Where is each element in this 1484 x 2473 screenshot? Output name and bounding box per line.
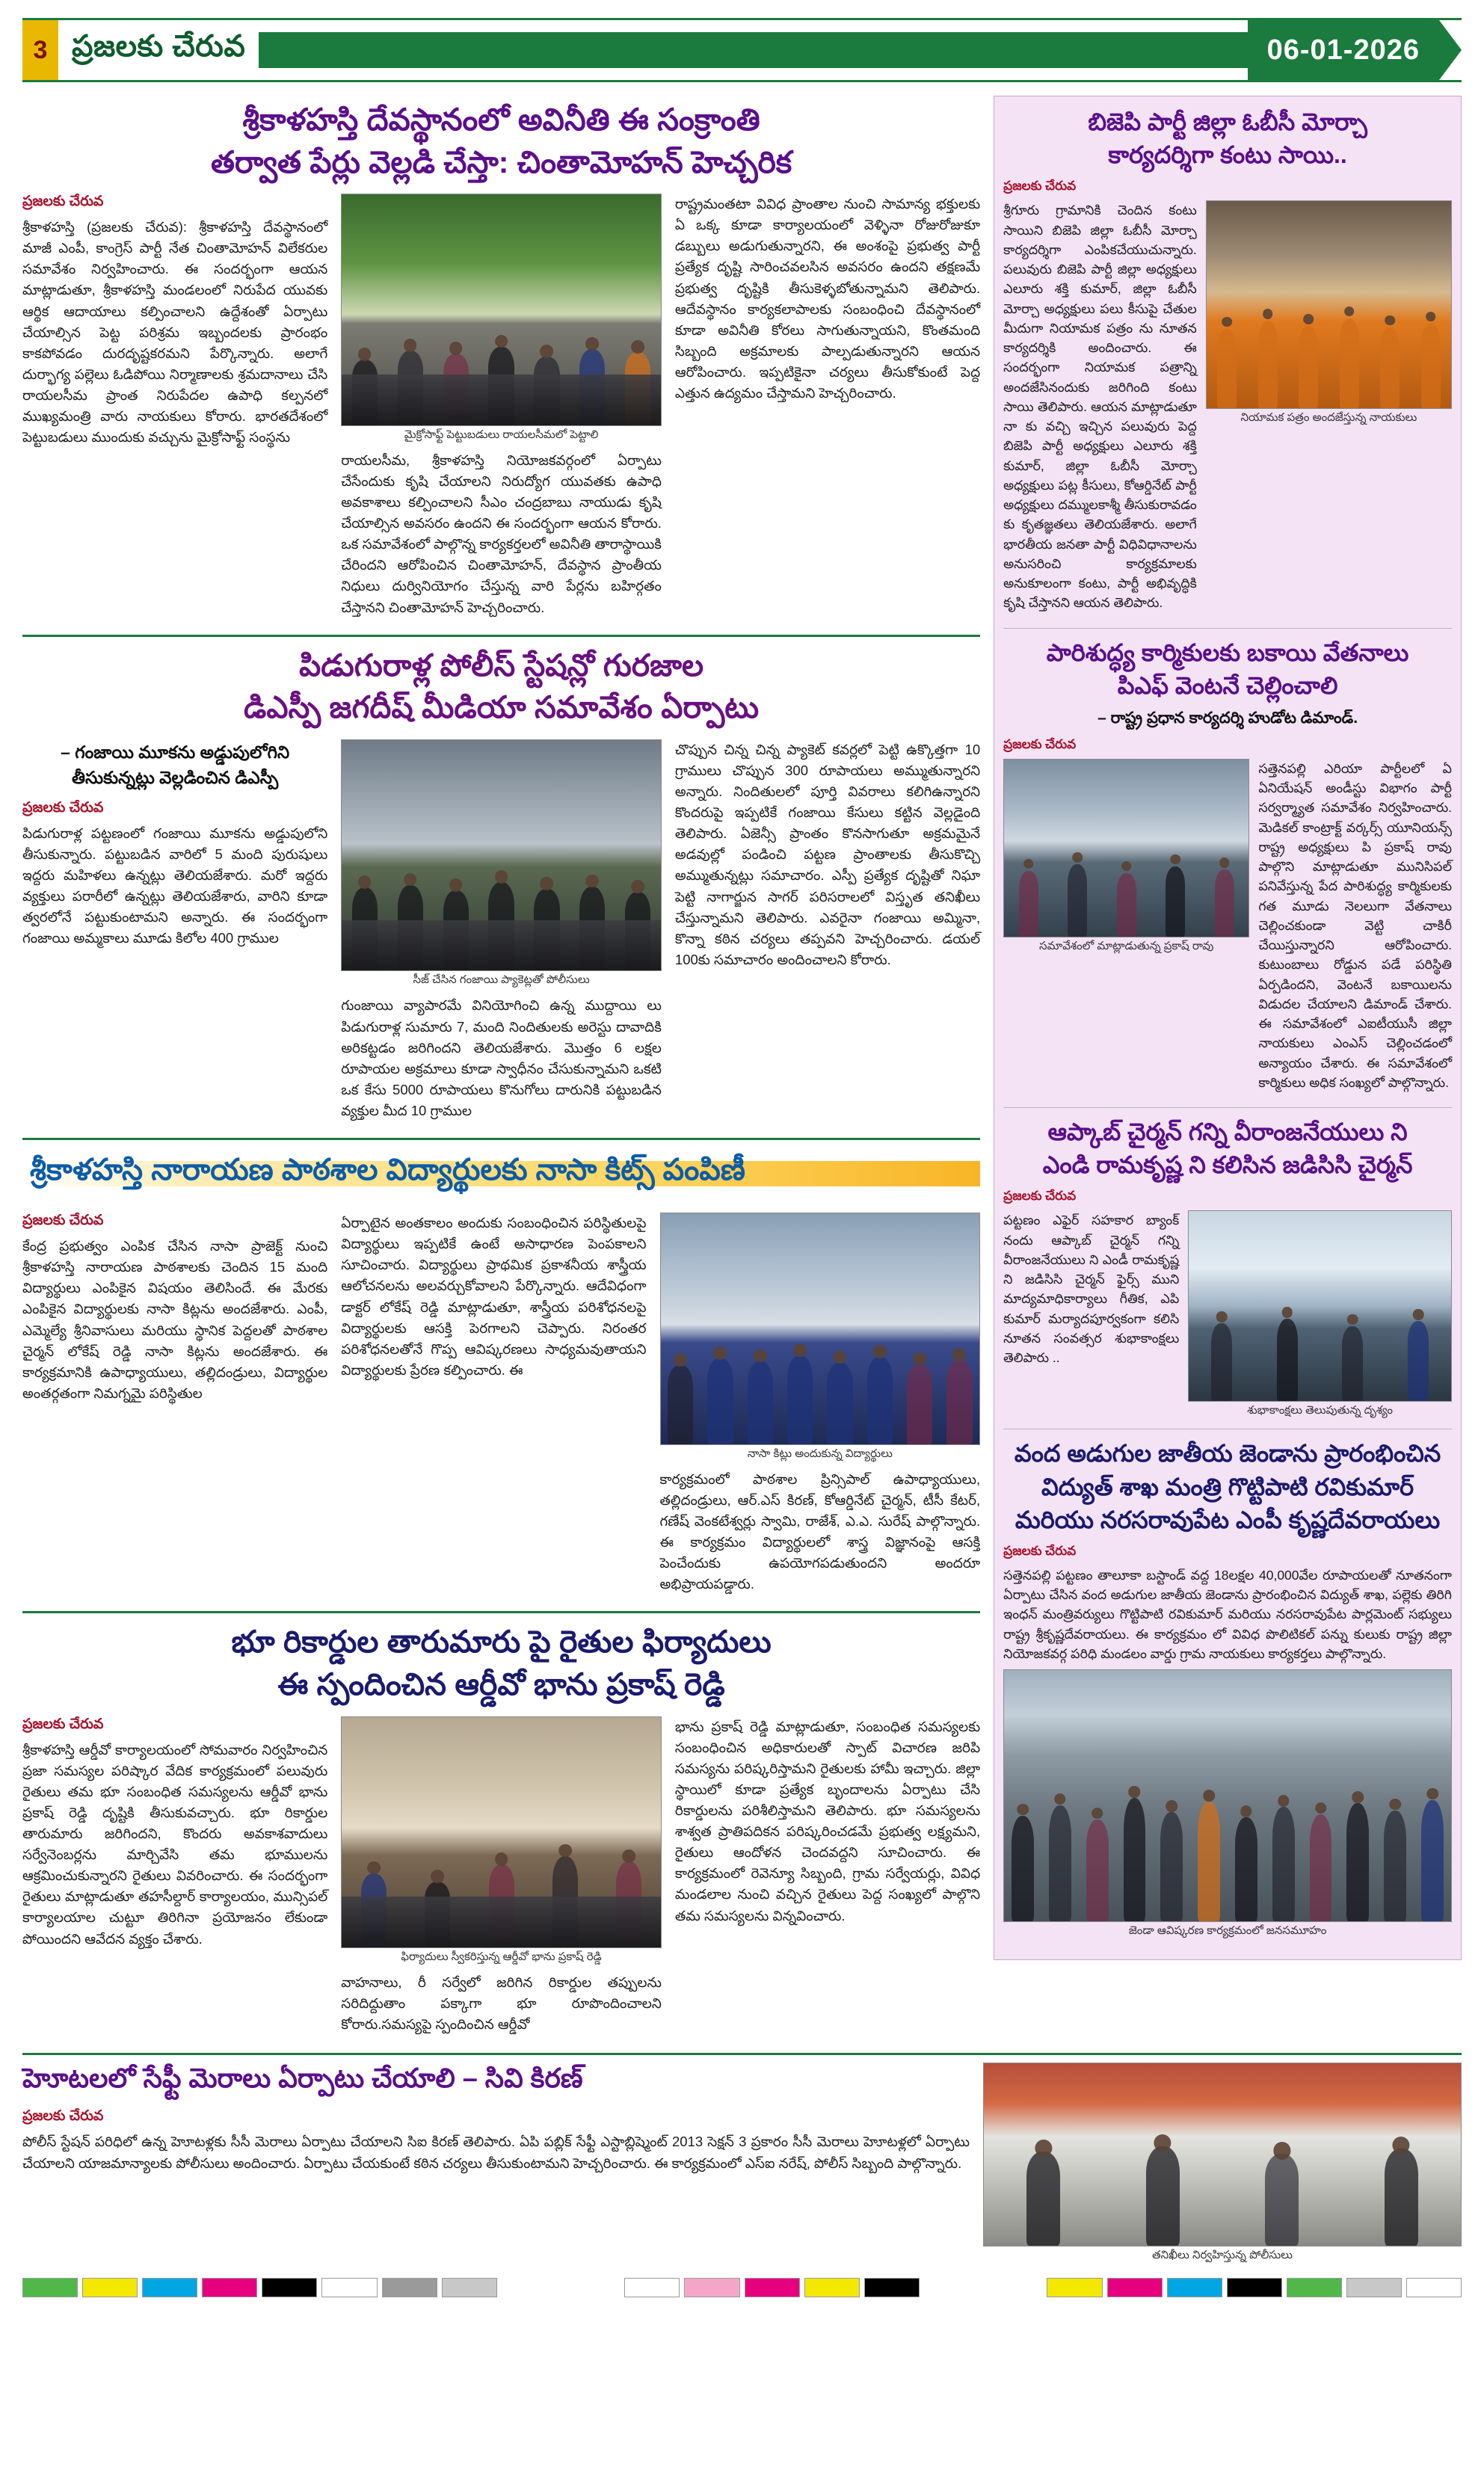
masthead-rule [259, 32, 1247, 68]
color-swatch [1346, 2278, 1402, 2297]
bottom-photo-people [984, 2111, 1461, 2246]
page-content [22, 96, 1462, 2041]
panel1-text-col [1003, 200, 1197, 618]
bottom-text-wrap [22, 2131, 970, 2179]
panel4-headline-line3: మరియు నరసరావుపేట ఎంపీ కృష్ణదేవరాయలు [1015, 1506, 1441, 1533]
article1-headline-line2: తర్వాత పేర్లు వెల్లడి చేస్తా: చింతామోహన్ హెచ్చరిక [210, 144, 792, 179]
panel1-photo [1206, 200, 1452, 409]
panel2-headline-line1: పారిశుద్ధ్య కార్మికులకు బకాయి వేతనాలు [1046, 638, 1409, 666]
article1-body [22, 194, 980, 624]
color-swatch [864, 2278, 920, 2297]
page-number: 3 [22, 20, 58, 80]
panel2-photo-caption: సమావేశంలో మాట్లాడుతున్న ప్రకాష్ రావు [1039, 939, 1214, 952]
article3-text1: కేంద్ర ప్రభుత్వం ఎంపిక చేసిన నాసా ప్రాజెక్ట్ నుంచి శ్రీకాళహస్తి నారాయణ పాఠశాలకు చెందిన 15 మంది విద్యార్థులు ఎంపికైన విషయం తెలిసిందే. ఈ మేరకు ఎంపికైన విద్యార్థులకు నాసా కిట్లను అందజేశారు. ఎంపీ, ఎమ్మెల్యే శ్రీనివాసులు మరియు స్థానిక పెద్దలతో పాఠశాల చైర్మన్ లోకేష్ రెడ్డి నాసా కిట్లను అందజేశారు. ఈ కార్యక్రమానికి ఉపాధ్యాయులు, తల్లిదండ్రులు, విద్యార్థుల అంతర్గతంగా నిమగ్నమై పరిస్థితుల [22, 1238, 328, 1401]
bottom-text-col [22, 2063, 970, 2264]
article1-text2: రాయలసీమ, శ్రీకాళహస్తి నియోజకవర్గంలో ఏర్పాటు చేసేందుకు కృషి చేయాలని నిరుద్యోగ యువతకు ఉపాధి అవకాశాలు కల్పించాలని సీఎం చంద్రబాబు నాయుడు కృషి చేయాల్సిన అవసరం ఉందని ఈ సందర్భంగా ఆయన కోరారు. ఒక సమావేశంలో పాల్గొన్న కార్యకర్తలలో అవినీతి తారాస్థాయికి చేరిందని ఆరోపించిన చింతామోహన్, దేవస్థాన ప్రాంతీయ నిధులు దుర్వినియోగం చేస్తున్న వారి పేర్లను బహిర్గతం చేస్తానని చింతామోహన్ హెచ్చరించారు. [341, 452, 662, 615]
panel3-byline: ప్రజలకు చేరువ [1003, 1189, 1077, 1204]
article1-col1 [22, 194, 327, 454]
panel2-photo-col [1003, 759, 1249, 955]
article1-photo-caption: మైక్రోసాఫ్ట్ పెట్టుబడులు రాయలసీమలో పెట్టాలి [404, 428, 599, 441]
color-swatch [1406, 2278, 1462, 2297]
panel4-headline [1003, 1437, 1452, 1536]
panel3-headline-line2: ఎండి రామకృష్ణ ని కలిసిన జడిసిసి చైర్మన్ [1042, 1151, 1413, 1179]
panel3-photo-scene [1189, 1211, 1451, 1401]
panel3-photo [1188, 1210, 1452, 1402]
article3-photo-column [660, 1213, 981, 1601]
article4-text1: శ్రీకాళహస్తి ఆర్డీవో కార్యాలయంలో సోమవారం నిర్వహించిన ప్రజా సమస్యల పరిష్కార వేదిక కార్యక్రమంలో పలువురు రైతులు తమ భూ సంబంధిత సమస్యలను ఆర్డీవో భాను ప్రకాష్ రెడ్డి దృష్టికి తీసుకువచ్చారు. భూ రికార్డుల తారుమారు జరిగిందని, కొందరు అవకాశవాదులు సర్వేనెంబర్లను మార్చివేసి తమ భూములను ఆక్రమించుకున్నారని రైతులు వివరించారు. ఈ సందర్భంగా రైతులు మాట్లాడుతూ తహసీల్దార్ కార్యాలయం, మున్సిపల్ కార్యాలయాల చుట్టూ తిరిగినా ప్రయోజనం లేకుండా పోయిందని ఆవేదన వ్యక్తం చేశారు. [22, 1741, 328, 1947]
article3-col1 [22, 1213, 327, 1410]
article3-photo-scene [661, 1213, 980, 1444]
color-swatch [142, 2278, 197, 2297]
article4-col2 [675, 1716, 980, 1932]
article3-byline: ప్రజలకు చేరువ [22, 1213, 104, 1229]
article1-text1: శ్రీకాళహస్తి (ప్రజలకు చేరువ): శ్రీకాళహస్తి దేవస్థానంలో మాజీ ఎంపీ, కాంగ్రెస్ పార్టీ నేత చింతామోహన్ విలేకరుల సమావేశం నిర్వహించారు. ఈ సందర్భంగా ఆయన మాట్లాడుతూ, శ్రీకాళహస్తి మండలంలో నిరుపేద యువకు ఆర్థిక ఆదాయాలు కల్పించాలని ఉద్దేశంతో ఏర్పాటు చేయాల్సిన పెట్ట పరిశ్రమ ఇబ్బందలకు ప్రారంభం కాకపోవడం దురదృష్టకరమని పేర్కొన్నారు. అలాగే దుర్భాగ్య పల్లెలు ఓడిపోయి నిర్మాణాలకు శ్రమదానాలు చేసి రాయలసీమ ప్రాంత నిరుపేదల ఉపాధి కల్పనలో ముఖ్యమంత్రి వారు నాయకులు కోరారు. భారతదేశంలో పెట్టుబడులు ముందుకు వచ్చును మైక్రోసాఫ్ట్ సంస్థను [22, 219, 328, 446]
panel1-headline-line1: బిజెపి పార్టీ జిల్లా ఓబీసీ మోర్చా [1088, 108, 1367, 135]
article2-headline-line2: డిఎస్పీ జగదీష్ మీడియా సమావేశం ఏర్పాటు [244, 690, 760, 725]
bottom-byline: ప్రజలకు చేరువ [22, 2108, 104, 2125]
article3-text3: కార్యక్రమంలో పాఠశాల ప్రిన్సిపాల్ ఉపాధ్యాయులు, తల్లిదండ్రులు, ఆర్.ఎస్ కిరణ్, కోఆర్డినేట్ చైర్మన్, టీసీ కేటర్, గణేష్ వెంకటేశ్వర్లు స్వామి, రాజేశ్, ఎ.ఎ. సురేష్ పాల్గొన్నారు. ఈ కార్యక్రమం విద్యార్థులలో శాస్త్ర విజ్ఞానంపై ఆసక్తి పెంచేందుకు ఉపయోగపడుతుందని అందరూ అభిప్రాయపడ్డారు. [659, 1470, 981, 1592]
publication-title: ప్రజలకు చేరువ [72, 29, 246, 63]
masthead-arrow [1439, 20, 1462, 80]
article4-photo-scene [342, 1717, 661, 1948]
article2-text1: పిడుగురాళ్ల పట్టణంలో గంజాయి మూకను అడ్డుపులోని తీసుకున్నారు. పట్టుబడిన వారిలో 5 మంది పురుషులు ఇద్దరు మహిళలు ఉన్నట్లు తెలియజేశారు. మరో ఇద్దరు వ్యక్తులు పరారీలో ఉన్నట్లు తెలియజేశారు, వారిని కూడా త్వరలోనే పట్టుకుంటామని అన్నారు. ఈ సందర్భంగా గంజాయి అమ్మకాలు మూడు కిలోల 400 గ్రాముల [22, 825, 328, 946]
bottom-photo-caption: తనిఖీలు నిర్వహిస్తున్న పోలీసులు [1152, 2248, 1293, 2261]
article2-text3: చొప్పున చిన్న చిన్న ప్యాకెట్ కవర్లలో పెట్టి ఉక్కొత్తగా 10 గ్రాములు చొప్పున 300 రూపాయలు అమ్ముతున్నారని అన్నారు. నిందితులలో పూర్తి వివరాలు కలిగిఉన్నారని కొందరుపై ఇప్పటికే గంజాయి కేసులు కట్టిన వెల్లడైంది తెలిపారు. ఏజెన్సీ ప్రాంతం కొనసాగుతూ అక్రమమైనే అడవుల్లో పండించి పట్టణ ప్రాంతాలకు తీసుకొచ్చి అమ్ముతున్నట్లు సమాచారం. ఎస్పీ ప్రత్యేక దృష్టితో నిఘా పెట్టి నాగార్జున సాగర్ పరిసరాలలో విస్తృత తనిఖీలు చేస్తున్నామని తెలిపారు. ఎవరైనా గంజాయి అమ్మినా, కొన్నా కఠిన చర్యలు తప్పవని హెచ్చరించారు. డయల్ 100కు సమాచారం అందించాలని కోరారు. [674, 741, 981, 967]
panel-divider-1 [1003, 628, 1452, 629]
panel2-photo-people [1004, 827, 1249, 937]
color-swatch [1227, 2278, 1282, 2297]
panel4-photo-people [1004, 1746, 1451, 1921]
panel2-headline-line2: పిఎఫ్ వెంటనే చెల్లించాలి [1117, 671, 1338, 699]
article4-photo-column [341, 1716, 662, 2042]
color-bar-gap [502, 2278, 621, 2297]
color-swatch [442, 2278, 497, 2297]
article-land-records [22, 1621, 980, 2041]
panel4-headline-line1: వంద అడుగుల జాతీయ జెండాను ప్రారంభించిన [1014, 1440, 1441, 1468]
article1-photo [341, 194, 662, 426]
article3-headline: శ్రీకాళహస్తి నారాయణ పాఠశాల విద్యార్థులకు నాసా కిట్స్ పంపిణీ [30, 1154, 745, 1187]
article4-photo [341, 1716, 662, 1949]
panel3-photo-caption: శుభాకాంక్షలు తెలుపుతున్న దృశ్యం [1247, 1404, 1394, 1417]
article1-headline-line1: శ్రీకాళహస్తి దేవస్థానంలో అవినీతి ఈ సంక్రాంతి [242, 102, 760, 137]
right-column [994, 96, 1462, 1960]
article2-text2: గుంజాయి వ్యాపారమే వినియోగించి ఉన్న ముద్దాయి లు పిడుగురాళ్ల సుమారు 7, మంది నిందితులకు అరెస్టు దావాదికి అరికట్టడం జరిగిందని తెలియజేశారు. మొత్తం 6 లక్షల రూపాయల అక్రమాలు కూడా స్వాధీనం చేసుకున్నామని ఒకటి ఒక కేసు 5000 రూపాయలు కొనుగోలు దారునికి పట్టుబడిన వ్యక్తుల మీద 10 గ్రాముల [341, 997, 662, 1118]
panel1-photo-people [1207, 280, 1451, 407]
color-swatch [321, 2278, 377, 2297]
panel-apcob-chairman [1003, 1115, 1452, 1420]
panel4-headline-line2: విద్యుత్ శాఖ మంత్రి గొట్టిపాటి రవికుమార్ [1041, 1473, 1414, 1500]
article3-banner [22, 1148, 980, 1202]
divider-2 [22, 1138, 980, 1140]
article4-col1 [22, 1716, 327, 1956]
divider-3 [22, 1611, 980, 1613]
panel1-headline-line2: కార్యదర్శిగా కంటు సాయి.. [1108, 141, 1347, 169]
article3-photo-people [661, 1301, 980, 1444]
bottom-photo-scene [984, 2063, 1461, 2245]
panel4-photo [1003, 1669, 1452, 1922]
article2-kicker: – గంజాయి మూకను అడ్డుపులోగిని తీసుకున్నట్లు వెల్లడించిన డిఎస్పీ [61, 742, 290, 788]
article2-body [22, 739, 980, 1127]
color-swatch [1047, 2278, 1102, 2297]
panel3-photo-col [1188, 1210, 1452, 1420]
panel-divider-2 [1003, 1107, 1452, 1108]
article1-text3: రాష్ట్రమంతటా వివిధ ప్రాంతాల నుంచి సామాన్య భక్తులకు ఏ ఒక్క కూడా కార్యాలయంలో వెళ్ళినా రోజురోజుకూ డబ్బులు అడుగుతున్నారని, ఈ అంశంపై ప్రభుత్వ పార్టీ ప్రత్యేక దృష్టి సారించవలసిన అవసరం ఉందని తక్షణమే ప్రభుత్వ దృష్టికి తీసుకెళ్ళబోతున్నామని తెలిపారు. ఆదేవస్థానం కార్యకలాపాలకు సంబంధించి దేవస్థానంలో కూడా అవినీతి కోరలు సాగుతున్నాయని, కొంతమంది సిబ్బంది అక్రమాలకు పాల్పడుతున్నారని ఆయన ఆరోపించారు. ఇప్పటికైనా చర్యలు తీసుకోకుంటే పెద్ద ఎత్తున ఉద్యమం చేస్తామని హెచ్చరించారు. [674, 196, 981, 401]
divider-1 [22, 635, 980, 637]
article2-col1 [22, 739, 327, 955]
panel2-byline: ప్రజలకు చేరువ [1003, 736, 1077, 751]
article-narayana-nasa-kits [22, 1148, 980, 1601]
panel3-headline [1003, 1115, 1452, 1181]
color-registration-bar [22, 2278, 1462, 2297]
panel2-text: సత్తెనపల్లి ఎరియా పార్టీలలో ఏ ఏనియేషన్ అండీస్టు విభాగం పార్టీ సర్వర్మ్యాత సమావేశం నిర్వహించారు. మెడికల్ కాంట్రాక్ట్ వర్కర్స్ యూనియన్స్ రాష్ట్ర అధ్యక్షులు పి ప్రకాష్ రావు పాల్గొని మాట్లాడుతూ మునిసిపల్ పనివేస్తున్న పేద పారిశుద్ధ్య కార్మికులకు గత మూడు నెలలుగా వేతనాలు చెల్లించకుండా వెట్టి చాకిరీ చేయిస్తున్నారని ఆరోపించారు. కుటుంబాలు రోడ్డున పడే పరిస్థితి ఏర్పడిందని, వెంటనే బకాయిలను విడుదల చేయాలని డిమాండ్ చేశారు. ఈ సమావేశంలో ఎఐటీయుసీ జిల్లా నాయకులు ఎంఎస్ చెల్లించడంలో అన్యాయం చేశారు. ఈ సమావేశంలో కార్మికులు అధిక సంఖ్యలో పాల్గొన్నారు. [1258, 760, 1452, 1090]
panel4-photo-scene [1004, 1670, 1451, 1921]
article3-photo [660, 1213, 981, 1445]
article3-text2: ఏర్పాటైన అంతకాలం అందుకు సంబంధించిన పరిస్థితులపై విద్యార్థులు ఇప్పటికే ఉంటే అసాధారణ పెంపకాలని సూచించారు. విద్యార్థులు ప్రాథమిక ప్రకాశనీయ శాస్త్రీయ ఆలోచనలను అలవర్చుకోవాలని పేర్కొన్నారు. ఆదేవిధంగా డాక్టర్ లోకేష్ రెడ్డి మాట్లాడుతూ, శాస్త్రీయ పరిశోధనలపై విద్యార్థులకు ఆసక్తి పెరగాలని చెప్పారు. నిరంతర పరిశోధనలతోనే గొప్ప ఆవిష్కరణలు సాధ్యమవుతాయని విద్యార్థులకు ప్రేరణ కల్పించారు. ఈ [341, 1215, 647, 1378]
color-swatch [745, 2278, 800, 2297]
panel-sanitation-wages [1003, 636, 1452, 1099]
article3-body [22, 1213, 980, 1601]
bottom-photo-col [983, 2063, 1462, 2264]
panel1-text: శ్రీగూరు గ్రామానికి చెందిన కంటు సాయిని బిజెపి జిల్లా ఓబీసీ మోర్చా కార్యదర్శిగా ఎంపికచేయుచున్నారు. పలువురు బిజెపి పార్టీ జిల్లా అధ్యక్షులు ఎలూరు శక్తి కుమార్, జిల్లా ఓబీసీ మోర్చా అధ్యక్షులు పలు కీసుపై చేతుల మీదుగా నియామక పత్రం ను నూతన కార్యదర్శికి అందించారు. ఈ సందర్భంగా నియామక పత్రాన్ని అందజేసినందుకు జరిగింది కంటు సాయి తెలిపారు. ఆయన మాట్లాడుతూ నా కు వచ్చి ఇచ్చిన పలువురు పెద్ద బిజెపి పార్టీ అధ్యక్షులు ఎలూరు శక్తి కుమార్, జిల్లా ఓబీసీ మోర్చా అధ్యక్షులు పట్ల కీసులు, కోఆర్డినేట్ పార్టీ అధ్యక్షులు దమ్ములకాశ్మీ తీసుకురావడం కు కృతజ్ఞతలు తెలియజేశారు. అలాగే భారతీయ జనతా పార్టీ విధివిధానాలను అనుసరించి కార్యక్రమాలకు అనుకూలంగా కంటు, పార్టీ అభివృద్ధికి కృషి చేస్తానని ఆయన తెలిపారు. [1003, 203, 1197, 611]
article1-col3 [675, 194, 980, 410]
panel4-text: సత్తెనపల్లి పట్టణం తాలూకా బస్టాండ్ వద్ద 18లక్షల 40,000వేల రూపాయలతో నూతనంగా ఏర్పాటు చేసిన వంద అడుగుల జాతీయ జెండాను ప్రారంభించిన విద్యుత్ శాఖ, పల్లెకు తిరిగి ఇంధన్ మంత్రివర్యులు గొట్టిపాటి రవికుమార్ మరియు నరసరావుపేట పార్లమెంట్ సభ్యులు రాష్ట్ర శ్రీకృష్ణదేవరాయలు. ఈ కార్యక్రమం లో వివిధ పొలిటికల్ పన్ను కులుకు రాష్ట్ర జిల్లా నియోజకవర్గ పరిధి మండలం వార్డు గ్రామ నాయకులు కార్యకర్తలు పాల్గొన్నారు. [1003, 1567, 1452, 1661]
masthead [22, 18, 1462, 82]
article4-photo-table [342, 1897, 661, 1947]
panel3-photo-people [1189, 1284, 1451, 1401]
panel-national-flag [1003, 1437, 1452, 1940]
color-swatch [22, 2278, 78, 2297]
panel3-text-col [1003, 1210, 1179, 1373]
panel1-photo-col [1206, 200, 1452, 427]
panel2-deck: – రాష్ట్ర ప్రధాన కార్యదర్శి హుడోట డిమాండ్. [1097, 709, 1358, 727]
article2-headline-line1: పిడుగురాళ్ల పోలీస్ స్టేషన్లో గురజాల [299, 647, 704, 683]
panel-bjp-obc [1003, 105, 1452, 619]
color-swatch [1287, 2278, 1342, 2297]
article4-headline-line1: భూ రికార్డుల తారుమారు పై రైతుల ఫిర్యాదులు [231, 1624, 772, 1660]
article4-byline: ప్రజలకు చేరువ [22, 1716, 104, 1732]
bottom-photo [983, 2063, 1462, 2246]
article2-headline [22, 644, 980, 729]
bottom-headline: హెూటలలో సేఫ్టీ మెరాలు ఏర్పాటు చేయాలి – సివి కిరణ్ [22, 2063, 583, 2094]
article1-photo-table [342, 375, 661, 425]
article2-col3 [675, 739, 980, 976]
panel2-headline [1003, 636, 1452, 702]
article2-photo-scene [342, 740, 661, 971]
article-hotel-cctv [22, 2053, 1462, 2264]
panel1-headline [1003, 105, 1452, 171]
panel2-photo [1003, 759, 1249, 937]
article4-text3: వాహనాలు, రీ సర్వేలో జరిగిన రికార్డుల తప్పులను సరిదిద్దుతాం పక్కాగా భూ రూపొందించాలని కోరారు.సమస్యపై స్పందించిన ఆర్డీవో [341, 1974, 662, 2033]
panel3-headline-line1: ఆప్కాబ్ చైర్మన్ గన్ని వీరాంజనేయులు ని [1047, 1118, 1408, 1146]
panel4-byline: ప్రజలకు చేరువ [1003, 1543, 1077, 1558]
publication-date: 06-01-2026 [1248, 20, 1439, 80]
bottom-text: పోలీస్ స్టేషన్ పరిధిలో ఉన్న హెూటళ్లకు సీసీ మెరాలు ఏర్పాటు చేయాలని సిఐ కిరణ్ తెలిపారు. ఏపి పబ్లిక్ సేఫ్టీ ఎస్టాబ్లిష్మెంట్ 2013 సెక్షన్ 3 ప్రకారం సీసీ మెరాలు హెూటళ్లలో ఏర్పాటు చేయాలని యాజమాన్యాలకు పోలీసులు అందించారు. ఏర్పాటు చేయకుంటే కఠిన చర్యలు తీసుకుంటామని హెచ్చరించారు. ఈ కార్యక్రమంలో ఎస్ఐ నరేష్, పోలీస్ సిబ్బంది పాల్గొన్నారు. [22, 2134, 970, 2171]
color-swatch [1167, 2278, 1222, 2297]
panel4-photo-caption: జెండా ఆవిష్కరణ కార్యక్రమంలో జనసమూహం [1128, 1924, 1327, 1938]
article4-text2: భాను ప్రకాష్ రెడ్డి మాట్లాడుతూ, సంబంధిత సమస్యలకు సంబంధించిన అధికారులతో స్పాట్ విచారణ జరిపి సమస్యను పరిష్కరిస్తామని రైతులకు హామీ ఇచ్చారు. జిల్లా స్థాయిలో కూడా ప్రత్యేక బృందాలను ఏర్పాటు చేసి రికార్డులను పరిశీలిస్తామని తెలిపారు. భూ సమస్యలను శాశ్వత ప్రాతిపదికన పరిష్కరించడమే ప్రభుత్వ లక్ష్యమని, రైతులు ఆందోళన చెందవద్దని సూచించారు. ఈ కార్యక్రమంలో రెవెన్యూ సిబ్బంది, గ్రామ సర్వేయర్లు, వివిధ మండలాల నుంచి వచ్చిన రైతులు పెద్ద సంఖ్యలో పాల్గొని తమ సమస్యలను విన్నవించారు. [674, 1718, 981, 1924]
article2-photo-column [341, 739, 662, 1127]
left-column [22, 96, 980, 2041]
article1-photo-column [341, 194, 662, 624]
article4-photo-caption: ఫిర్యాదులు స్వీకరిస్తున్న ఆర్డీవో భాను ప్రకాష్ రెడ్డి [401, 1950, 602, 1964]
color-swatch [624, 2278, 680, 2297]
article1-byline: ప్రజలకు చేరువ [22, 194, 104, 210]
article-srikalahasti-corruption [22, 99, 980, 624]
panel3-text: పట్టణం ఎఫైర్ సహకార బ్యాంక్ నందు ఆప్కాబ్ చైర్మన్ గన్ని వీరాంజనేయులు ని ఎండీ రామకృష్ణ ని జడిసిసి చైర్మన్ ఫైర్స్ ముని మాద్యమాధికార్యాలు గీతిక, ఎపి కుమార్ మర్యాదపూర్వకంగా కలిసి నూతన సంవత్సర శుభాకాంక్షలు తెలిపారు .. [1003, 1213, 1180, 1366]
article4-headline-line2: ఈ స్పందించిన ఆర్డీవో భాను ప్రకాష్ రెడ్డి [277, 1666, 725, 1701]
color-swatch [684, 2278, 739, 2297]
panel1-byline: ప్రజలకు చేరువ [1003, 179, 1077, 194]
article4-body [22, 1716, 980, 2042]
newspaper-page [0, 18, 1484, 2473]
article1-headline [22, 99, 980, 183]
article-pidugurala-police [22, 644, 980, 1127]
panel2-text-col [1258, 759, 1452, 1098]
article2-byline: ప్రజలకు చేరువ [22, 799, 104, 816]
color-bar-gap [924, 2278, 1043, 2297]
article2-photo-caption: సీజ్ చేసిన గంజాయి ప్యాకెట్లతో పోలీసులు [413, 973, 590, 987]
panel1-photo-caption: నియామక పత్రం అందజేస్తున్న నాయకులు [1240, 410, 1417, 424]
article1-photo-scene [342, 194, 661, 425]
panel1-photo-scene [1207, 201, 1451, 408]
article2-photo [341, 739, 662, 972]
color-swatch [262, 2278, 317, 2297]
color-swatch [1107, 2278, 1163, 2297]
panel2-photo-scene [1004, 760, 1249, 937]
color-swatch [804, 2278, 860, 2297]
color-swatch [382, 2278, 437, 2297]
panel4-text-wrap [1003, 1565, 1452, 1663]
color-swatch [82, 2278, 138, 2297]
article2-photo-table [342, 920, 661, 971]
article4-headline [22, 1621, 980, 1705]
article3-col2 [341, 1213, 646, 1387]
color-swatch [202, 2278, 257, 2297]
article3-photo-caption: నాసా కిట్లు అందుకున్న విద్యార్థులు [747, 1447, 893, 1460]
